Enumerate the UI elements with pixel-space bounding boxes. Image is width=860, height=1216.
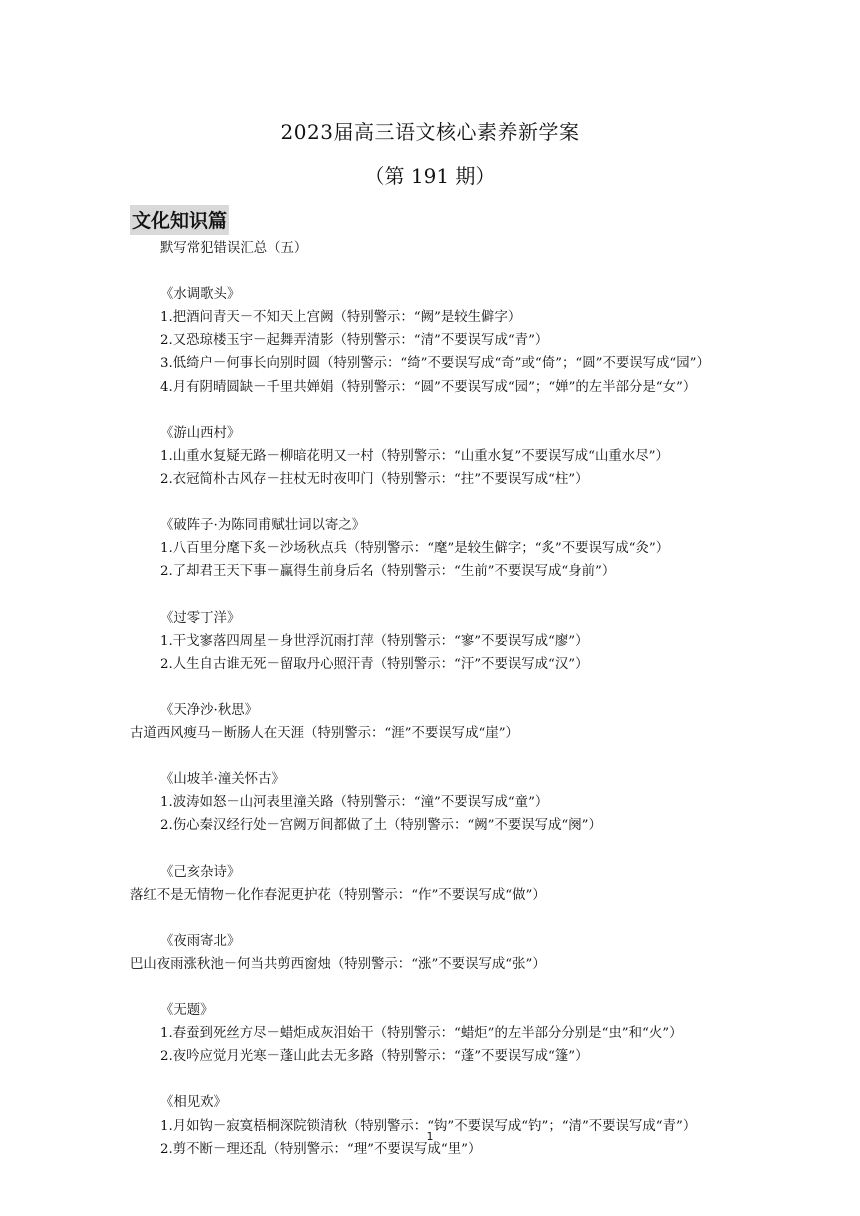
poem-title: 《破阵子·为陈同甫赋壮词以寄之》: [160, 518, 366, 534]
spacer: [130, 583, 735, 606]
poem-line: 2.夜吟应觉月光寒－蓬山此去无多路（特别警示：“蓬”不要误写成“篷”）: [160, 1049, 589, 1065]
poem-line: 3.低绮户－何事长向别时圆（特别警示：“绮”不要误写成“奇”或“倚”；“圆”不要误写成“园”）: [160, 356, 710, 372]
spacer: [130, 837, 735, 860]
poem-line: 1.八百里分麾下炙－沙场秋点兵（特别警示：“麾”是较生僻字；“炙”不要误写成“灸”）: [160, 541, 670, 557]
poem-title: 《无题》: [160, 1003, 214, 1019]
poem-title: 《游山西村》: [160, 425, 241, 441]
poem-line: 2.衣冠简朴古风存－拄杖无时夜叩门（特别警示：“拄”不要误写成“柱”）: [160, 471, 589, 487]
poem-line: 古道西风瘦马－断肠人在天涯（特别警示：“涯”不要误写成“崖”）: [130, 725, 519, 741]
spacer: [130, 260, 735, 283]
poem-line: 2.人生自古谁无死－留取丹心照汗青（特别警示：“汗”不要误写成“汉”）: [160, 656, 589, 672]
poem-line: 1.干戈寥落四周星－身世浮沉雨打萍（特别警示：“寥”不要误写成“廖”）: [160, 633, 589, 649]
spacer: [130, 1068, 735, 1091]
document-title: 2023届高三语文核心素养新学案: [280, 120, 580, 144]
section-heading: 文化知识篇: [130, 205, 229, 235]
poem-line: 2.剪不断－理还乱（特别警示：“理”不要误写成“里”）: [160, 1141, 482, 1157]
spacer: [130, 491, 735, 514]
page-number: 1: [426, 1130, 434, 1143]
poem-title: 《夜雨寄北》: [160, 933, 241, 949]
poem-title: 《水调歌头》: [160, 287, 241, 303]
poem-line: 4.月有阴晴圆缺－千里共婵娟（特别警示：“圆”不要误写成“园”；“婵”的左半部分是“女”）: [160, 379, 697, 395]
spacer: [130, 745, 735, 768]
poem-title: 《天净沙·秋思》: [160, 702, 258, 718]
poem-line: 巴山夜雨涨秋池－何当共剪西窗烛（特别警示：“涨”不要误写成“张”）: [130, 956, 546, 972]
spacer: [130, 907, 735, 930]
poem-title: 《山坡羊·潼关怀古》: [160, 772, 285, 788]
spacer: [130, 676, 735, 699]
poem-title: 《相见欢》: [160, 1095, 227, 1111]
poem-line: 2.又恐琼楼玉宇－起舞弄清影（特别警示：“清”不要误写成“青”）: [160, 333, 549, 349]
issue-number: （第 191 期）: [364, 164, 496, 188]
section-subtitle: 默写常犯错误汇总（五）: [160, 241, 308, 256]
poem-line: 1.山重水复疑无路－柳暗花明又一村（特别警示：“山重水复”不要误写成“山重水尽”）: [160, 448, 669, 464]
spacer: [130, 399, 735, 422]
poem-line: 1.把酒问青天－不知天上宫阙（特别警示：“阙”是较生僻字）: [160, 310, 522, 326]
poem-line: 2.伤心秦汉经行处－宫阙万间都做了土（特别警示：“阙”不要误写成“阕”）: [160, 818, 602, 834]
poem-title: 《己亥杂诗》: [160, 864, 241, 880]
poem-line: 落红不是无情物－化作春泥更护花（特别警示：“作”不要误写成“做”）: [130, 887, 546, 903]
poem-line: 1.春蚕到死丝方尽－蜡炬成灰泪始干（特别警示：“蜡炬”的左半部分分别是“虫”和“火”）: [160, 1026, 683, 1042]
content-body: [130, 237, 735, 1161]
spacer: [130, 976, 735, 999]
poem-line: 1.波涛如怒－山河表里潼关路（特别警示：“潼”不要误写成“童”）: [160, 795, 549, 811]
poem-line: 2.了却君王天下事－赢得生前身后名（特别警示：“生前”不要误写成“身前”）: [160, 564, 616, 580]
poem-line: 1.月如钩－寂寞梧桐深院锁清秋（特别警示：“钩”不要误写成“钓”；“清”不要误写成“青”）: [160, 1118, 697, 1134]
poem-title: 《过零丁洋》: [160, 610, 241, 626]
